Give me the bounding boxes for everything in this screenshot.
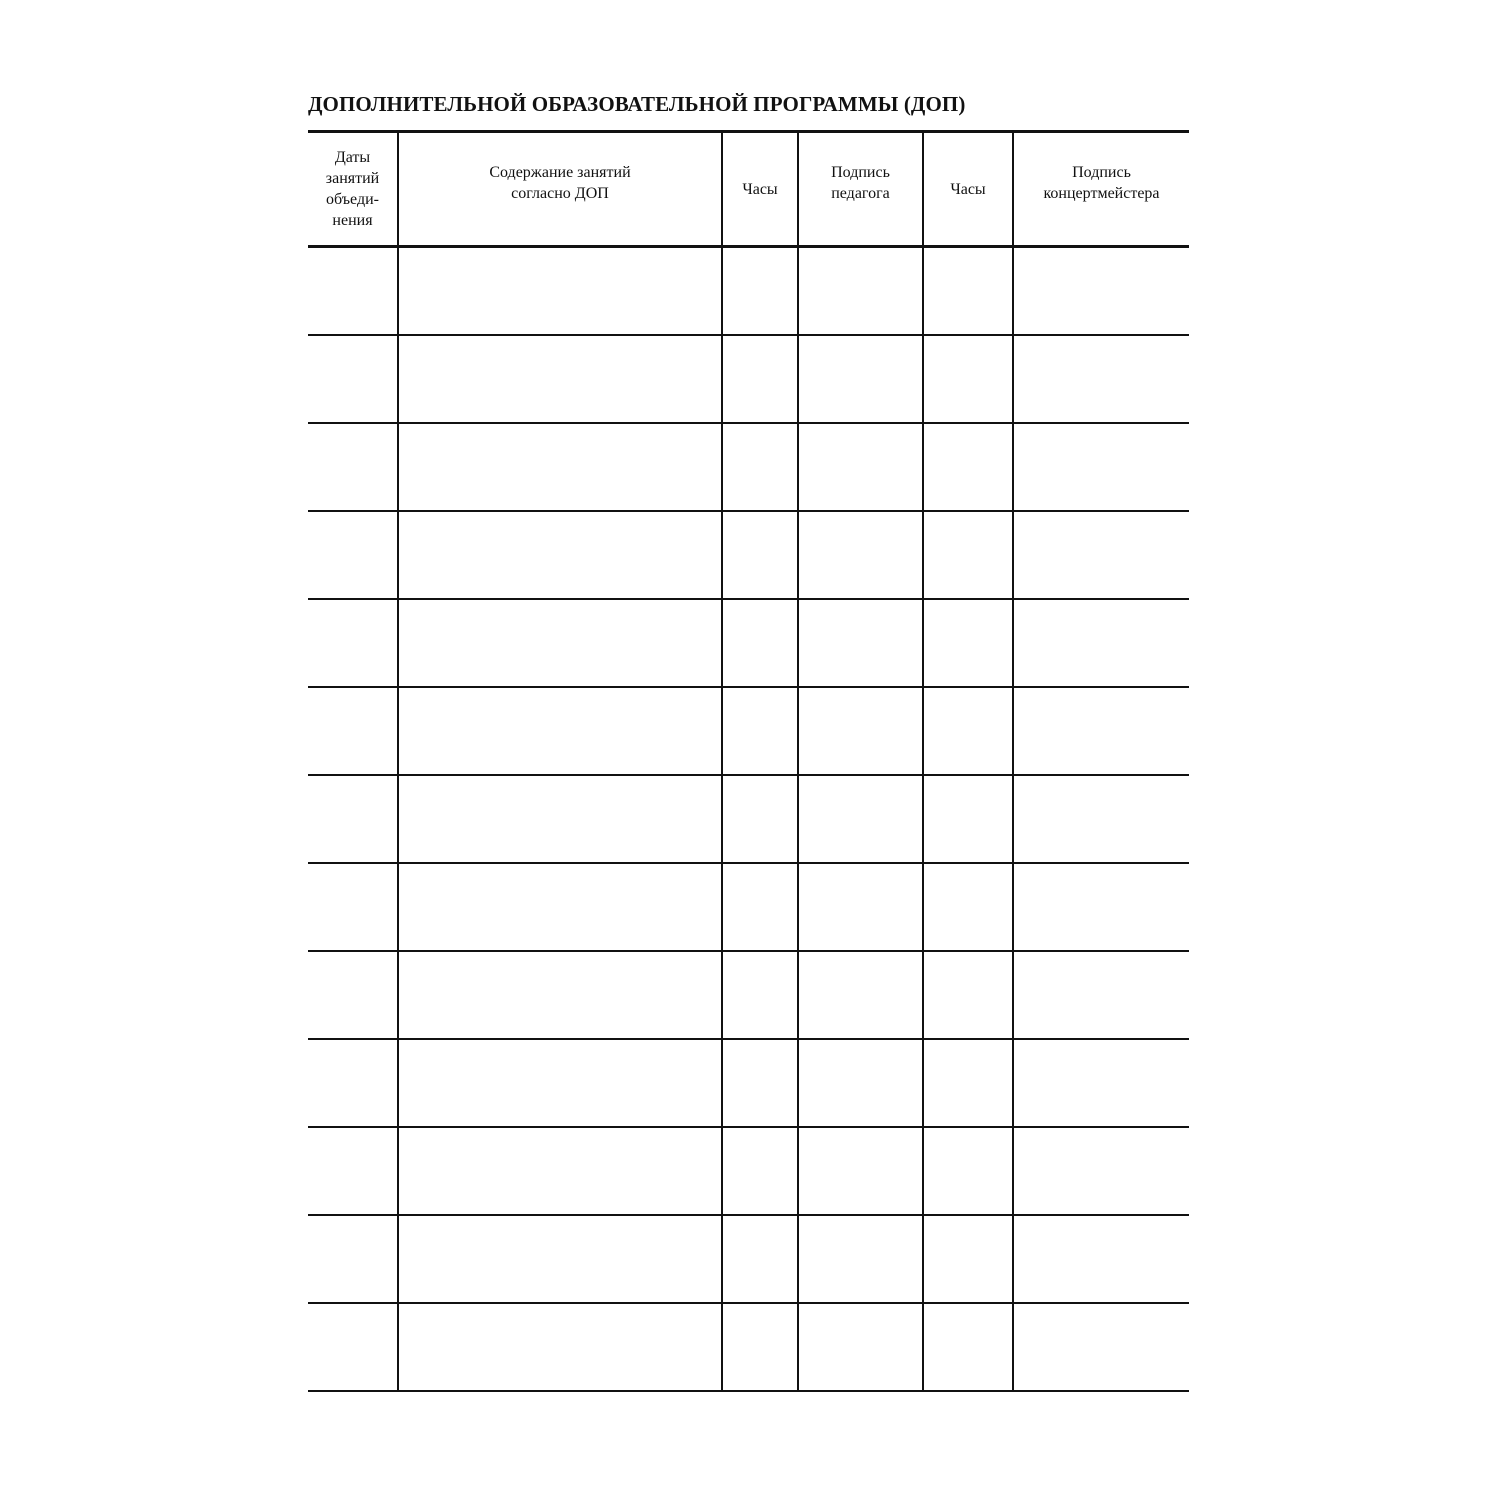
cell-teacher-signature[interactable]: [798, 1127, 923, 1215]
cell-teacher-signature[interactable]: [798, 863, 923, 951]
table-row: [308, 423, 1189, 511]
cell-teacher-signature[interactable]: [798, 599, 923, 687]
cell-accompanist-signature[interactable]: [1013, 247, 1189, 336]
table-body: [308, 247, 1189, 1392]
header-cell-dates: [308, 132, 398, 247]
header-label-hours-teacher: Часы: [742, 180, 778, 198]
table-row: [308, 951, 1189, 1039]
cell-accompanist-signature[interactable]: [1013, 1303, 1189, 1391]
cell-content[interactable]: [398, 1303, 722, 1391]
cell-hours-teacher[interactable]: [722, 951, 798, 1039]
cell-hours-accompanist[interactable]: [923, 599, 1013, 687]
cell-content[interactable]: [398, 511, 722, 599]
cell-hours-teacher[interactable]: [722, 511, 798, 599]
cell-hours-teacher[interactable]: [722, 687, 798, 775]
cell-content[interactable]: [398, 687, 722, 775]
cell-hours-accompanist[interactable]: [923, 1215, 1013, 1303]
cell-content[interactable]: [398, 775, 722, 863]
table-row: [308, 511, 1189, 599]
header-cell-hours-accompanist: [923, 132, 1013, 247]
header-cell-hours-teacher: [722, 132, 798, 247]
cell-accompanist-signature[interactable]: [1013, 775, 1189, 863]
cell-dates[interactable]: [308, 511, 398, 599]
cell-hours-accompanist[interactable]: [923, 1303, 1013, 1391]
cell-dates[interactable]: [308, 951, 398, 1039]
cell-dates[interactable]: [308, 775, 398, 863]
cell-hours-teacher[interactable]: [722, 1215, 798, 1303]
cell-teacher-signature[interactable]: [798, 775, 923, 863]
cell-hours-teacher[interactable]: [722, 599, 798, 687]
cell-hours-teacher[interactable]: [722, 775, 798, 863]
cell-content[interactable]: [398, 863, 722, 951]
cell-hours-accompanist[interactable]: [923, 511, 1013, 599]
cell-teacher-signature[interactable]: [798, 247, 923, 336]
cell-dates[interactable]: [308, 863, 398, 951]
header-label-hours-accompanist: Часы: [950, 180, 986, 198]
cell-hours-accompanist[interactable]: [923, 951, 1013, 1039]
cell-hours-teacher[interactable]: [722, 335, 798, 423]
table-row: [308, 335, 1189, 423]
table-row: [308, 1215, 1189, 1303]
cell-content[interactable]: [398, 1127, 722, 1215]
cell-accompanist-signature[interactable]: [1013, 1039, 1189, 1127]
cell-accompanist-signature[interactable]: [1013, 1127, 1189, 1215]
cell-teacher-signature[interactable]: [798, 951, 923, 1039]
cell-content[interactable]: [398, 247, 722, 336]
cell-teacher-signature[interactable]: [798, 687, 923, 775]
cell-teacher-signature[interactable]: [798, 335, 923, 423]
cell-hours-accompanist[interactable]: [923, 423, 1013, 511]
header-cell-teacher-signature: [798, 132, 923, 247]
cell-hours-accompanist[interactable]: [923, 335, 1013, 423]
cell-accompanist-signature[interactable]: [1013, 951, 1189, 1039]
attendance-journal-table: [308, 130, 1189, 1392]
cell-content[interactable]: [398, 951, 722, 1039]
cell-dates[interactable]: [308, 1303, 398, 1391]
cell-accompanist-signature[interactable]: [1013, 511, 1189, 599]
cell-hours-accompanist[interactable]: [923, 775, 1013, 863]
cell-hours-accompanist[interactable]: [923, 247, 1013, 336]
cell-accompanist-signature[interactable]: [1013, 1215, 1189, 1303]
cell-teacher-signature[interactable]: [798, 511, 923, 599]
cell-dates[interactable]: [308, 423, 398, 511]
cell-hours-teacher[interactable]: [722, 1127, 798, 1215]
cell-accompanist-signature[interactable]: [1013, 863, 1189, 951]
cell-hours-teacher[interactable]: [722, 863, 798, 951]
cell-hours-accompanist[interactable]: [923, 863, 1013, 951]
cell-hours-accompanist[interactable]: [923, 1127, 1013, 1215]
cell-accompanist-signature[interactable]: [1013, 335, 1189, 423]
cell-teacher-signature[interactable]: [798, 1303, 923, 1391]
table-row: [308, 247, 1189, 336]
cell-accompanist-signature[interactable]: [1013, 423, 1189, 511]
cell-content[interactable]: [398, 423, 722, 511]
cell-hours-teacher[interactable]: [722, 423, 798, 511]
cell-dates[interactable]: [308, 1127, 398, 1215]
cell-hours-teacher[interactable]: [722, 1303, 798, 1391]
cell-dates[interactable]: [308, 1039, 398, 1127]
cell-accompanist-signature[interactable]: [1013, 687, 1189, 775]
cell-accompanist-signature[interactable]: [1013, 599, 1189, 687]
cell-teacher-signature[interactable]: [798, 1039, 923, 1127]
table-header: [308, 132, 1189, 247]
header-cell-content: [398, 132, 722, 247]
cell-dates[interactable]: [308, 335, 398, 423]
table-row: [308, 775, 1189, 863]
table-row: [308, 863, 1189, 951]
table-row: [308, 1127, 1189, 1215]
cell-dates[interactable]: [308, 247, 398, 336]
cell-dates[interactable]: [308, 599, 398, 687]
cell-dates[interactable]: [308, 687, 398, 775]
header-row: [308, 132, 1189, 247]
header-label-accompanist-signature: Подпись концертмейстера: [1043, 164, 1160, 202]
header-label-teacher-signature: Подпись педагога: [831, 164, 890, 202]
table-row: [308, 599, 1189, 687]
table-row: [308, 1039, 1189, 1127]
header-label-dates: Даты занятий объеди- нения: [325, 149, 380, 229]
cell-hours-accompanist[interactable]: [923, 1039, 1013, 1127]
header-cell-accompanist-signature: [1013, 132, 1189, 247]
table-row: [308, 1303, 1189, 1391]
cell-hours-teacher[interactable]: [722, 247, 798, 336]
cell-hours-accompanist[interactable]: [923, 687, 1013, 775]
cell-content[interactable]: [398, 335, 722, 423]
cell-content[interactable]: [398, 599, 722, 687]
cell-content[interactable]: [398, 1215, 722, 1303]
table-row: [308, 687, 1189, 775]
cell-content[interactable]: [398, 1039, 722, 1127]
cell-hours-teacher[interactable]: [722, 1039, 798, 1127]
cell-teacher-signature[interactable]: [798, 423, 923, 511]
cell-dates[interactable]: [308, 1215, 398, 1303]
page-title: ДОПОЛНИТЕЛЬНОЙ ОБРАЗОВАТЕЛЬНОЙ ПРОГРАММЫ (ДОП): [308, 92, 966, 116]
header-label-content: Содержание занятий согласно ДОП: [489, 164, 631, 202]
cell-teacher-signature[interactable]: [798, 1215, 923, 1303]
